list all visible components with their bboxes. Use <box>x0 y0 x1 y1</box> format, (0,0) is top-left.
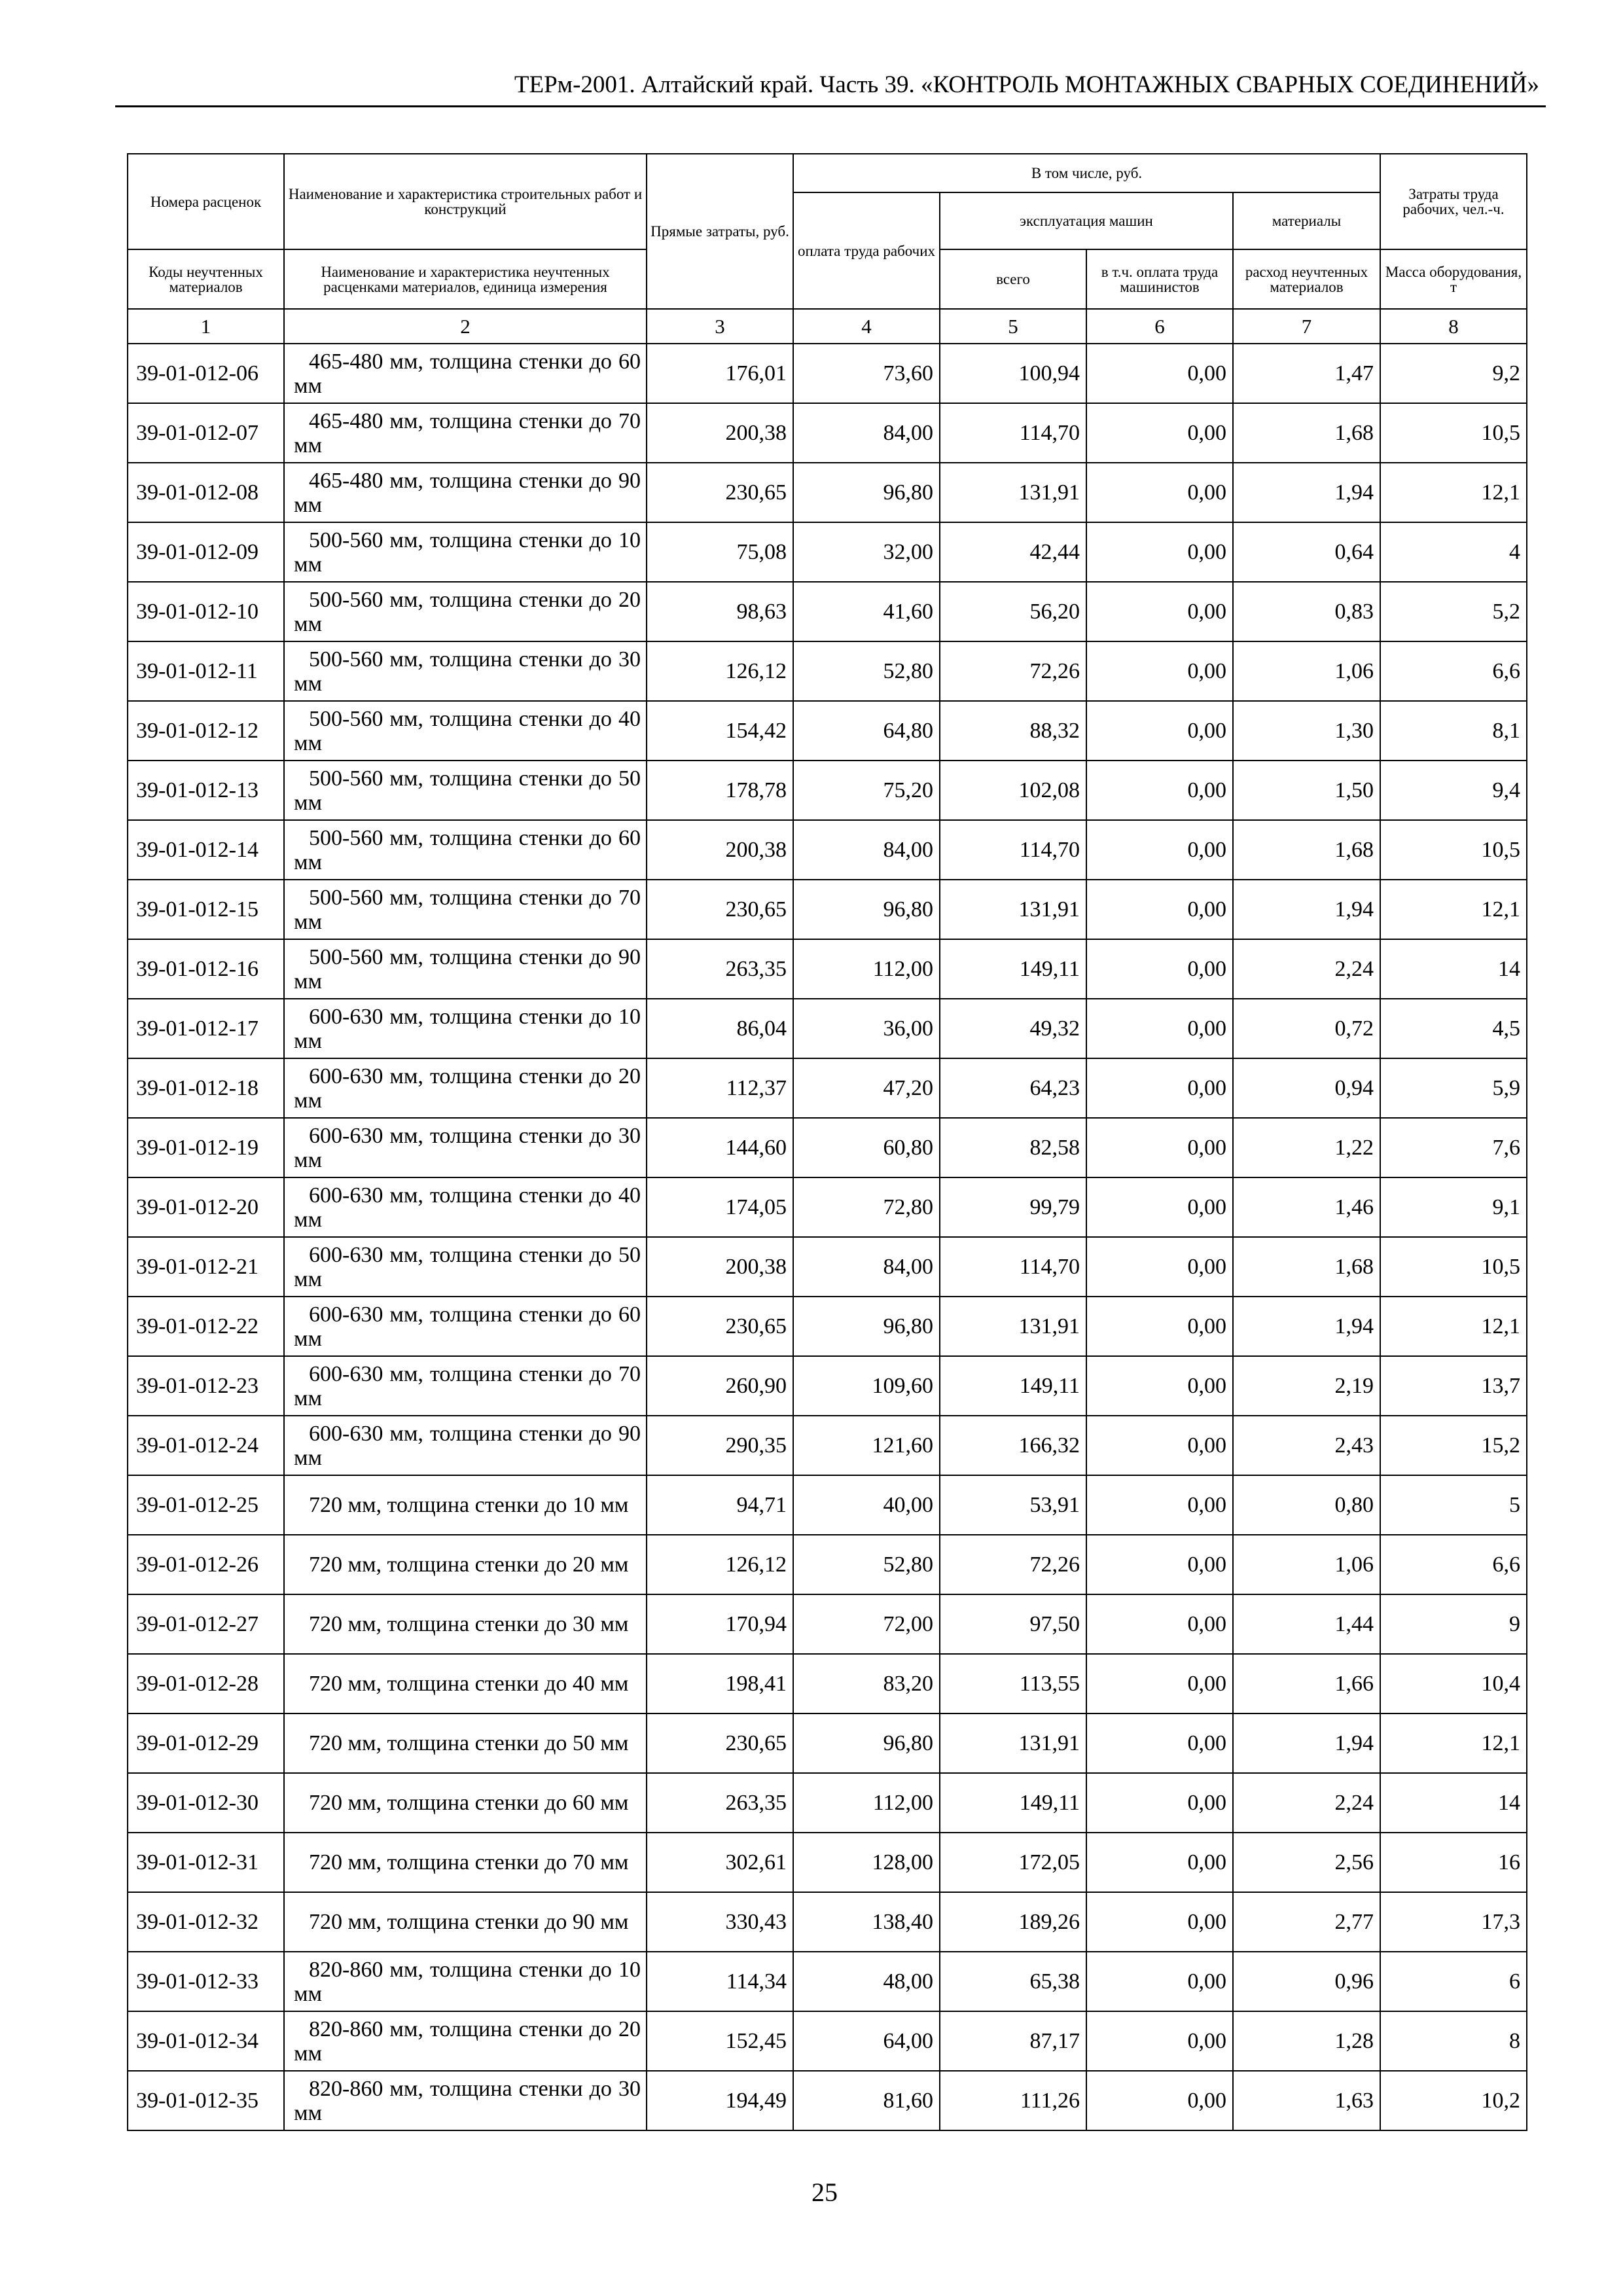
work-description-cell: 720 мм, толщина стенки до 20 мм <box>284 1535 647 1594</box>
machine-costs-cell: 87,17 <box>940 2011 1086 2071</box>
machine-costs-cell: 131,91 <box>940 880 1086 939</box>
header-unaccounted-names: Наименование и характеристика неучтенных расценками материалов, единица измерения <box>284 249 647 309</box>
work-description-cell: 500-560 мм, толщина стенки до 60 мм <box>284 820 647 880</box>
operator-pay-cell: 0,00 <box>1086 701 1233 761</box>
labor-hours-cell: 10,5 <box>1380 403 1527 463</box>
direct-costs-cell: 198,41 <box>647 1654 793 1713</box>
table-row <box>128 463 1527 522</box>
table-row <box>128 761 1527 820</box>
header-worker-pay: оплата труда рабочих <box>793 192 940 309</box>
work-description-cell: 820-860 мм, толщина стенки до 20 мм <box>284 2011 647 2071</box>
machine-costs-cell: 114,70 <box>940 1237 1086 1297</box>
operator-pay-cell: 0,00 <box>1086 1892 1233 1952</box>
machine-costs-cell: 189,26 <box>940 1892 1086 1952</box>
materials-cell: 2,43 <box>1233 1416 1380 1475</box>
materials-cell: 0,83 <box>1233 582 1380 641</box>
materials-cell: 1,06 <box>1233 641 1380 701</box>
worker-pay-cell: 72,00 <box>793 1594 940 1654</box>
machine-costs-cell: 42,44 <box>940 522 1086 582</box>
operator-pay-cell: 0,00 <box>1086 522 1233 582</box>
worker-pay-cell: 32,00 <box>793 522 940 582</box>
machine-costs-cell: 53,91 <box>940 1475 1086 1535</box>
column-number: 6 <box>1086 309 1233 344</box>
operator-pay-cell: 0,00 <box>1086 1713 1233 1773</box>
materials-cell: 1,94 <box>1233 1713 1380 1773</box>
operator-pay-cell: 0,00 <box>1086 463 1233 522</box>
labor-hours-cell: 10,5 <box>1380 1237 1527 1297</box>
materials-cell: 0,94 <box>1233 1058 1380 1118</box>
materials-cell: 0,64 <box>1233 522 1380 582</box>
labor-hours-cell: 12,1 <box>1380 880 1527 939</box>
rate-code-cell: 39-01-012-20 <box>128 1177 284 1237</box>
machine-costs-cell: 114,70 <box>940 403 1086 463</box>
rate-code-cell: 39-01-012-33 <box>128 1952 284 2011</box>
header-work-name: Наименование и характеристика строительных работ и конструкций <box>284 154 647 249</box>
work-description-cell: 500-560 мм, толщина стенки до 20 мм <box>284 582 647 641</box>
labor-hours-cell: 9,1 <box>1380 1177 1527 1237</box>
materials-cell: 1,94 <box>1233 463 1380 522</box>
direct-costs-cell: 112,37 <box>647 1058 793 1118</box>
labor-hours-cell: 6,6 <box>1380 1535 1527 1594</box>
header-including: В том числе, руб. <box>793 154 1380 192</box>
machine-costs-cell: 131,91 <box>940 1297 1086 1356</box>
rate-code-cell: 39-01-012-10 <box>128 582 284 641</box>
direct-costs-cell: 200,38 <box>647 1237 793 1297</box>
table-row <box>128 1297 1527 1356</box>
header-rate-numbers: Номера расценок <box>128 154 284 249</box>
table-row <box>128 1952 1527 2011</box>
work-description-cell: 500-560 мм, толщина стенки до 40 мм <box>284 701 647 761</box>
direct-costs-cell: 86,04 <box>647 999 793 1058</box>
materials-cell: 0,96 <box>1233 1952 1380 2011</box>
materials-cell: 2,19 <box>1233 1356 1380 1416</box>
work-description-cell: 465-480 мм, толщина стенки до 70 мм <box>284 403 647 463</box>
worker-pay-cell: 96,80 <box>793 1713 940 1773</box>
operator-pay-cell: 0,00 <box>1086 761 1233 820</box>
machine-costs-cell: 131,91 <box>940 1713 1086 1773</box>
direct-costs-cell: 114,34 <box>647 1952 793 2011</box>
labor-hours-cell: 9 <box>1380 1594 1527 1654</box>
table-row <box>128 701 1527 761</box>
materials-cell: 1,94 <box>1233 880 1380 939</box>
direct-costs-cell: 194,49 <box>647 2071 793 2130</box>
operator-pay-cell: 0,00 <box>1086 939 1233 999</box>
worker-pay-cell: 64,80 <box>793 701 940 761</box>
operator-pay-cell: 0,00 <box>1086 2071 1233 2130</box>
rate-code-cell: 39-01-012-32 <box>128 1892 284 1952</box>
operator-pay-cell: 0,00 <box>1086 1118 1233 1177</box>
header-direct-costs: Прямые затраты, руб. <box>647 154 793 309</box>
materials-cell: 0,72 <box>1233 999 1380 1058</box>
direct-costs-cell: 176,01 <box>647 344 793 403</box>
labor-hours-cell: 14 <box>1380 939 1527 999</box>
rate-code-cell: 39-01-012-26 <box>128 1535 284 1594</box>
machine-costs-cell: 56,20 <box>940 582 1086 641</box>
materials-cell: 1,66 <box>1233 1654 1380 1713</box>
machine-costs-cell: 166,32 <box>940 1416 1086 1475</box>
rate-code-cell: 39-01-012-18 <box>128 1058 284 1118</box>
labor-hours-cell: 10,4 <box>1380 1654 1527 1713</box>
work-description-cell: 500-560 мм, толщина стенки до 10 мм <box>284 522 647 582</box>
worker-pay-cell: 73,60 <box>793 344 940 403</box>
worker-pay-cell: 81,60 <box>793 2071 940 2130</box>
operator-pay-cell: 0,00 <box>1086 1535 1233 1594</box>
operator-pay-cell: 0,00 <box>1086 1297 1233 1356</box>
labor-hours-cell: 6,6 <box>1380 641 1527 701</box>
materials-cell: 1,94 <box>1233 1297 1380 1356</box>
work-description-cell: 720 мм, толщина стенки до 50 мм <box>284 1713 647 1773</box>
rate-code-cell: 39-01-012-24 <box>128 1416 284 1475</box>
header-materials: материалы <box>1233 192 1380 249</box>
rate-code-cell: 39-01-012-28 <box>128 1654 284 1713</box>
labor-hours-cell: 16 <box>1380 1833 1527 1892</box>
column-number: 3 <box>647 309 793 344</box>
worker-pay-cell: 96,80 <box>793 463 940 522</box>
worker-pay-cell: 138,40 <box>793 1892 940 1952</box>
column-number: 4 <box>793 309 940 344</box>
worker-pay-cell: 112,00 <box>793 1773 940 1833</box>
rate-code-cell: 39-01-012-25 <box>128 1475 284 1535</box>
direct-costs-cell: 290,35 <box>647 1416 793 1475</box>
materials-cell: 1,68 <box>1233 820 1380 880</box>
table-row <box>128 1356 1527 1416</box>
machine-costs-cell: 149,11 <box>940 1356 1086 1416</box>
worker-pay-cell: 96,80 <box>793 880 940 939</box>
operator-pay-cell: 0,00 <box>1086 403 1233 463</box>
table-row <box>128 999 1527 1058</box>
machine-costs-cell: 114,70 <box>940 820 1086 880</box>
rates-table <box>127 153 1527 2131</box>
column-number: 2 <box>284 309 647 344</box>
page-header-title: ТЕРм-2001. Алтайский край. Часть 39. «КОНТРОЛЬ МОНТАЖНЫХ СВАРНЫХ СОЕДИНЕНИЙ» <box>514 71 1539 98</box>
rate-code-cell: 39-01-012-34 <box>128 2011 284 2071</box>
header-unaccounted-consumption: расход неучтенных материалов <box>1233 249 1380 309</box>
worker-pay-cell: 64,00 <box>793 2011 940 2071</box>
work-description-cell: 600-630 мм, толщина стенки до 20 мм <box>284 1058 647 1118</box>
direct-costs-cell: 94,71 <box>647 1475 793 1535</box>
machine-costs-cell: 82,58 <box>940 1118 1086 1177</box>
direct-costs-cell: 230,65 <box>647 1297 793 1356</box>
rate-code-cell: 39-01-012-21 <box>128 1237 284 1297</box>
direct-costs-cell: 230,65 <box>647 463 793 522</box>
labor-hours-cell: 9,2 <box>1380 344 1527 403</box>
work-description-cell: 600-630 мм, толщина стенки до 90 мм <box>284 1416 647 1475</box>
materials-cell: 1,68 <box>1233 1237 1380 1297</box>
header-divider <box>115 105 1546 107</box>
operator-pay-cell: 0,00 <box>1086 1416 1233 1475</box>
table-row <box>128 641 1527 701</box>
direct-costs-cell: 144,60 <box>647 1118 793 1177</box>
operator-pay-cell: 0,00 <box>1086 1475 1233 1535</box>
rate-code-cell: 39-01-012-09 <box>128 522 284 582</box>
table-row <box>128 1118 1527 1177</box>
direct-costs-cell: 98,63 <box>647 582 793 641</box>
labor-hours-cell: 4 <box>1380 522 1527 582</box>
header-machine-operation: эксплуатация машин <box>940 192 1233 249</box>
operator-pay-cell: 0,00 <box>1086 1058 1233 1118</box>
worker-pay-cell: 128,00 <box>793 1833 940 1892</box>
table-row <box>128 2071 1527 2130</box>
materials-cell: 2,24 <box>1233 1773 1380 1833</box>
materials-cell: 1,30 <box>1233 701 1380 761</box>
rate-code-cell: 39-01-012-07 <box>128 403 284 463</box>
worker-pay-cell: 112,00 <box>793 939 940 999</box>
rate-code-cell: 39-01-012-06 <box>128 344 284 403</box>
labor-hours-cell: 8,1 <box>1380 701 1527 761</box>
rate-code-cell: 39-01-012-19 <box>128 1118 284 1177</box>
machine-costs-cell: 97,50 <box>940 1594 1086 1654</box>
column-number: 7 <box>1233 309 1380 344</box>
labor-hours-cell: 12,1 <box>1380 463 1527 522</box>
operator-pay-cell: 0,00 <box>1086 2011 1233 2071</box>
operator-pay-cell: 0,00 <box>1086 344 1233 403</box>
labor-hours-cell: 6 <box>1380 1952 1527 2011</box>
direct-costs-cell: 200,38 <box>647 820 793 880</box>
rate-code-cell: 39-01-012-27 <box>128 1594 284 1654</box>
table-row <box>128 880 1527 939</box>
work-description-cell: 720 мм, толщина стенки до 40 мм <box>284 1654 647 1713</box>
worker-pay-cell: 47,20 <box>793 1058 940 1118</box>
operator-pay-cell: 0,00 <box>1086 582 1233 641</box>
header-operator-pay: в т.ч. оплата труда машинистов <box>1086 249 1233 309</box>
machine-costs-cell: 72,26 <box>940 1535 1086 1594</box>
machine-costs-cell: 99,79 <box>940 1177 1086 1237</box>
labor-hours-cell: 15,2 <box>1380 1416 1527 1475</box>
header-machines-total: всего <box>940 249 1086 309</box>
machine-costs-cell: 172,05 <box>940 1833 1086 1892</box>
rate-code-cell: 39-01-012-22 <box>128 1297 284 1356</box>
work-description-cell: 720 мм, толщина стенки до 70 мм <box>284 1833 647 1892</box>
labor-hours-cell: 12,1 <box>1380 1297 1527 1356</box>
direct-costs-cell: 126,12 <box>647 1535 793 1594</box>
column-number: 1 <box>128 309 284 344</box>
work-description-cell: 500-560 мм, толщина стенки до 30 мм <box>284 641 647 701</box>
worker-pay-cell: 52,80 <box>793 1535 940 1594</box>
work-description-cell: 720 мм, толщина стенки до 30 мм <box>284 1594 647 1654</box>
labor-hours-cell: 5 <box>1380 1475 1527 1535</box>
header-unaccounted-codes: Коды неучтенных материалов <box>128 249 284 309</box>
materials-cell: 1,06 <box>1233 1535 1380 1594</box>
direct-costs-cell: 302,61 <box>647 1833 793 1892</box>
materials-cell: 1,68 <box>1233 403 1380 463</box>
table-row <box>128 1773 1527 1833</box>
work-description-cell: 500-560 мм, толщина стенки до 50 мм <box>284 761 647 820</box>
operator-pay-cell: 0,00 <box>1086 1833 1233 1892</box>
rate-code-cell: 39-01-012-23 <box>128 1356 284 1416</box>
materials-cell: 2,24 <box>1233 939 1380 999</box>
worker-pay-cell: 75,20 <box>793 761 940 820</box>
labor-hours-cell: 14 <box>1380 1773 1527 1833</box>
column-number: 5 <box>940 309 1086 344</box>
worker-pay-cell: 72,80 <box>793 1177 940 1237</box>
page-number: 25 <box>812 2178 838 2207</box>
table-row <box>128 1535 1527 1594</box>
table-row <box>128 1475 1527 1535</box>
header-equipment-mass: Масса оборудования, т <box>1380 249 1527 309</box>
machine-costs-cell: 100,94 <box>940 344 1086 403</box>
worker-pay-cell: 60,80 <box>793 1118 940 1177</box>
materials-cell: 1,47 <box>1233 344 1380 403</box>
materials-cell: 1,22 <box>1233 1118 1380 1177</box>
machine-costs-cell: 113,55 <box>940 1654 1086 1713</box>
labor-hours-cell: 10,5 <box>1380 820 1527 880</box>
table-row <box>128 820 1527 880</box>
operator-pay-cell: 0,00 <box>1086 820 1233 880</box>
table-row <box>128 1654 1527 1713</box>
work-description-cell: 600-630 мм, толщина стенки до 40 мм <box>284 1177 647 1237</box>
direct-costs-cell: 200,38 <box>647 403 793 463</box>
table-row <box>128 522 1527 582</box>
materials-cell: 0,80 <box>1233 1475 1380 1535</box>
direct-costs-cell: 263,35 <box>647 939 793 999</box>
machine-costs-cell: 49,32 <box>940 999 1086 1058</box>
header-row <box>128 154 1527 192</box>
operator-pay-cell: 0,00 <box>1086 1237 1233 1297</box>
table-row <box>128 1177 1527 1237</box>
worker-pay-cell: 121,60 <box>793 1416 940 1475</box>
table-row <box>128 1892 1527 1952</box>
labor-hours-cell: 13,7 <box>1380 1356 1527 1416</box>
worker-pay-cell: 41,60 <box>793 582 940 641</box>
machine-costs-cell: 65,38 <box>940 1952 1086 2011</box>
machine-costs-cell: 102,08 <box>940 761 1086 820</box>
work-description-cell: 465-480 мм, толщина стенки до 60 мм <box>284 344 647 403</box>
worker-pay-cell: 48,00 <box>793 1952 940 2011</box>
rate-code-cell: 39-01-012-17 <box>128 999 284 1058</box>
materials-cell: 1,28 <box>1233 2011 1380 2071</box>
operator-pay-cell: 0,00 <box>1086 1654 1233 1713</box>
rate-code-cell: 39-01-012-11 <box>128 641 284 701</box>
direct-costs-cell: 75,08 <box>647 522 793 582</box>
rate-code-cell: 39-01-012-31 <box>128 1833 284 1892</box>
direct-costs-cell: 174,05 <box>647 1177 793 1237</box>
table-row <box>128 344 1527 403</box>
operator-pay-cell: 0,00 <box>1086 880 1233 939</box>
table-row <box>128 582 1527 641</box>
labor-hours-cell: 12,1 <box>1380 1713 1527 1773</box>
work-description-cell: 720 мм, толщина стенки до 90 мм <box>284 1892 647 1952</box>
labor-hours-cell: 5,9 <box>1380 1058 1527 1118</box>
operator-pay-cell: 0,00 <box>1086 1952 1233 2011</box>
labor-hours-cell: 8 <box>1380 2011 1527 2071</box>
machine-costs-cell: 149,11 <box>940 939 1086 999</box>
worker-pay-cell: 52,80 <box>793 641 940 701</box>
direct-costs-cell: 126,12 <box>647 641 793 701</box>
table-row <box>128 1416 1527 1475</box>
materials-cell: 1,50 <box>1233 761 1380 820</box>
direct-costs-cell: 230,65 <box>647 880 793 939</box>
table-row <box>128 2011 1527 2071</box>
materials-cell: 1,46 <box>1233 1177 1380 1237</box>
table-row <box>128 1594 1527 1654</box>
work-description-cell: 720 мм, толщина стенки до 10 мм <box>284 1475 647 1535</box>
operator-pay-cell: 0,00 <box>1086 1177 1233 1237</box>
work-description-cell: 600-630 мм, толщина стенки до 30 мм <box>284 1118 647 1177</box>
direct-costs-cell: 230,65 <box>647 1713 793 1773</box>
operator-pay-cell: 0,00 <box>1086 1594 1233 1654</box>
worker-pay-cell: 84,00 <box>793 820 940 880</box>
worker-pay-cell: 84,00 <box>793 1237 940 1297</box>
rate-code-cell: 39-01-012-12 <box>128 701 284 761</box>
labor-hours-cell: 5,2 <box>1380 582 1527 641</box>
table-row <box>128 1058 1527 1118</box>
work-description-cell: 820-860 мм, толщина стенки до 30 мм <box>284 2071 647 2130</box>
column-number: 8 <box>1380 309 1527 344</box>
work-description-cell: 600-630 мм, толщина стенки до 10 мм <box>284 999 647 1058</box>
direct-costs-cell: 178,78 <box>647 761 793 820</box>
machine-costs-cell: 149,11 <box>940 1773 1086 1833</box>
worker-pay-cell: 36,00 <box>793 999 940 1058</box>
work-description-cell: 600-630 мм, толщина стенки до 60 мм <box>284 1297 647 1356</box>
labor-hours-cell: 17,3 <box>1380 1892 1527 1952</box>
work-description-cell: 465-480 мм, толщина стенки до 90 мм <box>284 463 647 522</box>
column-number-row <box>128 309 1527 344</box>
work-description-cell: 600-630 мм, толщина стенки до 50 мм <box>284 1237 647 1297</box>
table-row <box>128 1833 1527 1892</box>
labor-hours-cell: 7,6 <box>1380 1118 1527 1177</box>
operator-pay-cell: 0,00 <box>1086 1773 1233 1833</box>
machine-costs-cell: 72,26 <box>940 641 1086 701</box>
worker-pay-cell: 84,00 <box>793 403 940 463</box>
worker-pay-cell: 109,60 <box>793 1356 940 1416</box>
rate-code-cell: 39-01-012-30 <box>128 1773 284 1833</box>
direct-costs-cell: 263,35 <box>647 1773 793 1833</box>
rate-code-cell: 39-01-012-08 <box>128 463 284 522</box>
rate-code-cell: 39-01-012-15 <box>128 880 284 939</box>
labor-hours-cell: 10,2 <box>1380 2071 1527 2130</box>
machine-costs-cell: 88,32 <box>940 701 1086 761</box>
rate-code-cell: 39-01-012-16 <box>128 939 284 999</box>
direct-costs-cell: 260,90 <box>647 1356 793 1416</box>
worker-pay-cell: 96,80 <box>793 1297 940 1356</box>
table-row <box>128 403 1527 463</box>
rate-code-cell: 39-01-012-35 <box>128 2071 284 2130</box>
table-row <box>128 1713 1527 1773</box>
work-description-cell: 820-860 мм, толщина стенки до 10 мм <box>284 1952 647 2011</box>
work-description-cell: 500-560 мм, толщина стенки до 90 мм <box>284 939 647 999</box>
materials-cell: 2,77 <box>1233 1892 1380 1952</box>
operator-pay-cell: 0,00 <box>1086 999 1233 1058</box>
labor-hours-cell: 9,4 <box>1380 761 1527 820</box>
work-description-cell: 600-630 мм, толщина стенки до 70 мм <box>284 1356 647 1416</box>
worker-pay-cell: 40,00 <box>793 1475 940 1535</box>
direct-costs-cell: 152,45 <box>647 2011 793 2071</box>
rate-code-cell: 39-01-012-14 <box>128 820 284 880</box>
header-labor-costs: Затраты труда рабочих, чел.-ч. <box>1380 154 1527 249</box>
direct-costs-cell: 170,94 <box>647 1594 793 1654</box>
materials-cell: 1,44 <box>1233 1594 1380 1654</box>
table-row <box>128 1237 1527 1297</box>
materials-cell: 1,63 <box>1233 2071 1380 2130</box>
table-row <box>128 939 1527 999</box>
operator-pay-cell: 0,00 <box>1086 641 1233 701</box>
labor-hours-cell: 4,5 <box>1380 999 1527 1058</box>
machine-costs-cell: 111,26 <box>940 2071 1086 2130</box>
worker-pay-cell: 83,20 <box>793 1654 940 1713</box>
work-description-cell: 720 мм, толщина стенки до 60 мм <box>284 1773 647 1833</box>
materials-cell: 2,56 <box>1233 1833 1380 1892</box>
rate-code-cell: 39-01-012-13 <box>128 761 284 820</box>
operator-pay-cell: 0,00 <box>1086 1356 1233 1416</box>
rate-code-cell: 39-01-012-29 <box>128 1713 284 1773</box>
work-description-cell: 500-560 мм, толщина стенки до 70 мм <box>284 880 647 939</box>
machine-costs-cell: 64,23 <box>940 1058 1086 1118</box>
direct-costs-cell: 330,43 <box>647 1892 793 1952</box>
direct-costs-cell: 154,42 <box>647 701 793 761</box>
machine-costs-cell: 131,91 <box>940 463 1086 522</box>
